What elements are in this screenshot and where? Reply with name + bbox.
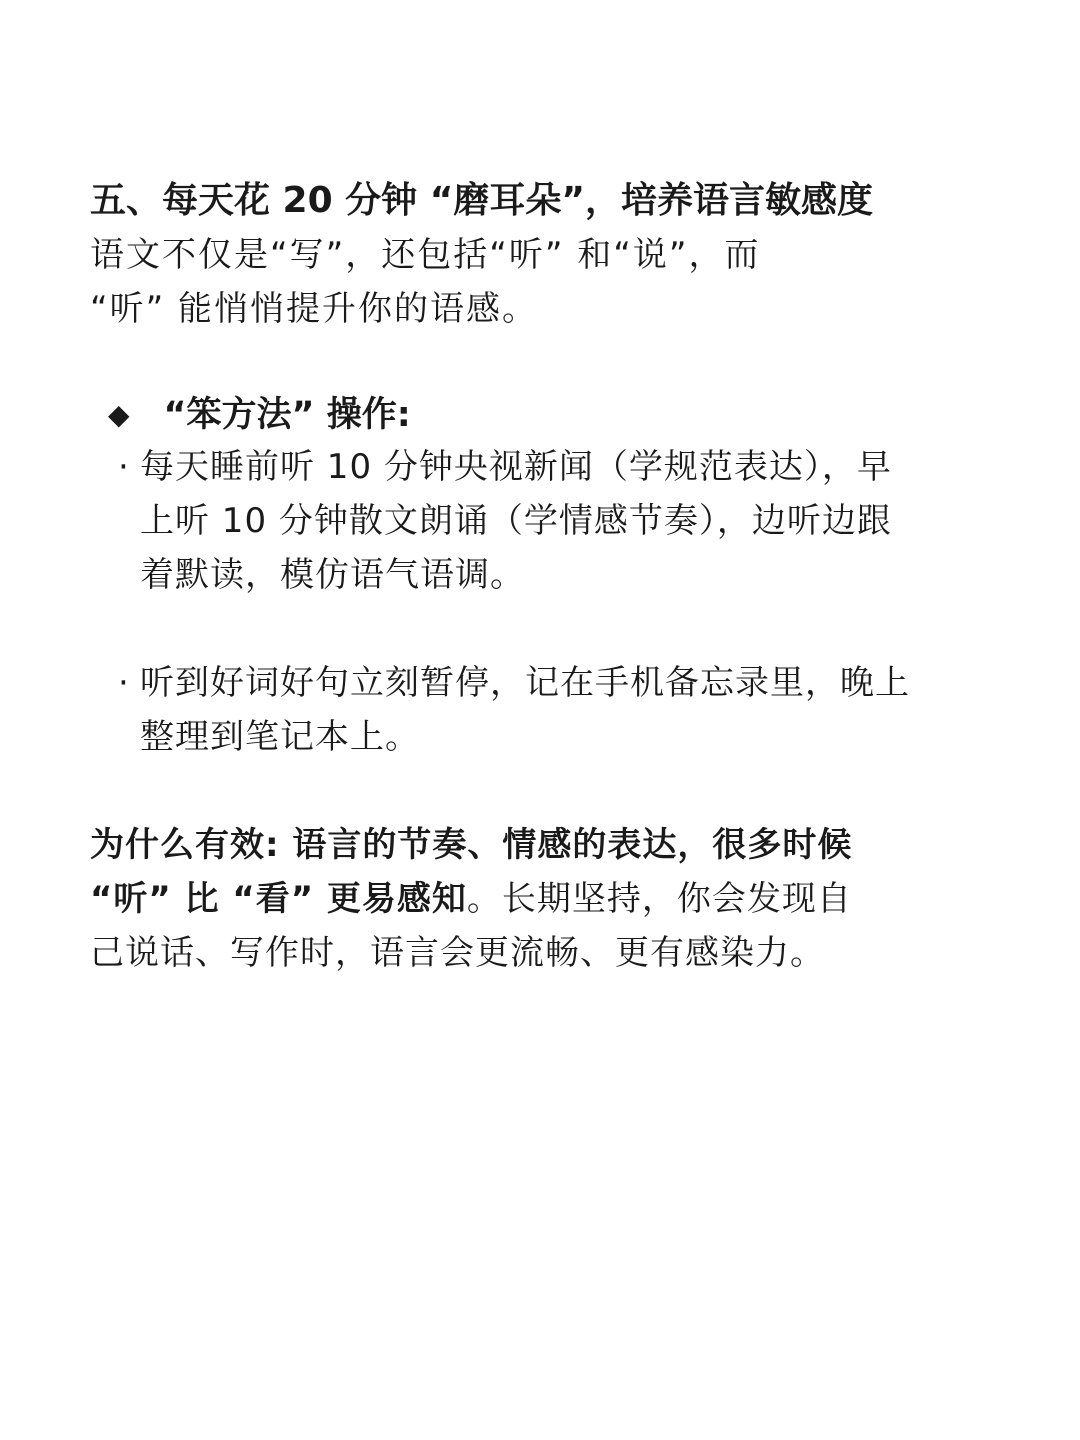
why-bold-text: “听” 比 “看” 更易感知	[90, 879, 467, 919]
intro-paragraph	[90, 228, 990, 336]
why-bold-text: 为什么有效: 语言的节奏、情感的表达，很多时候	[90, 825, 853, 865]
list-item-line: 整理到笔记本上。	[140, 717, 420, 757]
why-paragraph	[90, 818, 990, 980]
intro-line: 语文不仅是“写”，还包括“听” 和“说”，而	[90, 235, 761, 275]
list-item-line: 着默读，模仿语气语调。	[140, 555, 525, 595]
why-line: 己说话、写作时，语言会更流畅、更有感染力。	[90, 933, 825, 973]
method-heading	[108, 390, 1008, 440]
section-heading: 五、每天花 20 分钟 “磨耳朵”，培养语言敏感度	[90, 180, 874, 221]
intro-line: “听” 能悄悄提升你的语感。	[90, 289, 539, 329]
list-item	[118, 656, 998, 764]
list-item	[118, 440, 998, 602]
diamond-bullet-icon: ◆	[108, 398, 130, 431]
bullet-dot-icon: ·	[118, 447, 130, 487]
why-text: 。长期坚持，你会发现自	[466, 879, 852, 919]
list-item-line: 上听 10 分钟散文朗诵（学情感节奏），边听边跟	[140, 501, 892, 541]
why-line	[90, 818, 990, 872]
list-item-line: 听到好词好句立刻暂停，记在手机备忘录里，晚上	[140, 663, 910, 703]
method-title: “笨方法” 操作:	[163, 395, 411, 435]
why-line	[90, 872, 990, 926]
bullet-dot-icon: ·	[118, 663, 130, 703]
list-item-line: 每天睡前听 10 分钟央视新闻（学规范表达），早	[140, 447, 892, 487]
